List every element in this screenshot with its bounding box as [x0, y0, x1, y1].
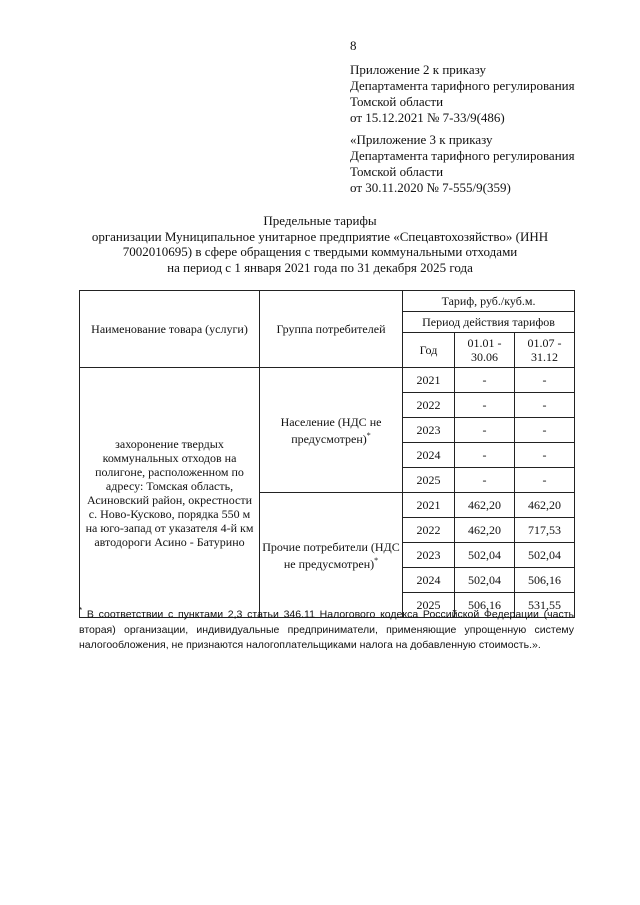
page-number: 8: [350, 38, 357, 53]
footnote-ref: *: [374, 555, 379, 565]
second-half-tariff-cell: -: [515, 393, 575, 418]
previous-attachment-header: [350, 132, 575, 196]
second-half-tariff-cell: 531,55: [515, 593, 575, 618]
service-name-cell: захоронение твердых коммунальных отходов на полигоне, расположенном по адресу: Томская область, Асиновский район, окрестности с. Ново-Кусково, порядка 550 м на юго-запад от указателя 4-й км автодороги Асино - Батурино: [80, 368, 260, 618]
attachment-line: Департамента тарифного регулирования: [350, 78, 575, 93]
second-half-tariff-cell: -: [515, 368, 575, 393]
consumer-group-name: Прочие потребители (НДС не предусмотрен): [262, 539, 400, 571]
title-line: организации Муниципальное унитарное предприятие «Спецавтохозяйство» (ИНН: [91, 228, 549, 244]
first-half-tariff-cell: 462,20: [455, 493, 515, 518]
attachment-line: «Приложение 3 к приказу: [350, 132, 493, 147]
attachment-line: от 15.12.2021 № 7-33/9(486): [350, 110, 505, 125]
header-first-half: 01.01 - 30.06: [455, 333, 515, 368]
year-cell: 2025: [403, 593, 455, 618]
first-half-tariff-cell: -: [455, 443, 515, 468]
first-half-tariff-cell: -: [455, 393, 515, 418]
year-cell: 2025: [403, 468, 455, 493]
first-half-tariff-cell: -: [455, 468, 515, 493]
first-half-tariff-cell: -: [455, 418, 515, 443]
footnote-ref: *: [366, 430, 371, 440]
header-group: Группа потребителей: [260, 291, 403, 368]
document-title: [60, 213, 580, 275]
attachment-line: Томской области: [350, 94, 444, 109]
year-cell: 2023: [403, 418, 455, 443]
second-half-tariff-cell: -: [515, 443, 575, 468]
tariff-table: [79, 290, 575, 618]
second-half-tariff-cell: 717,53: [515, 518, 575, 543]
second-half-tariff-cell: -: [515, 418, 575, 443]
second-half-tariff-cell: 462,20: [515, 493, 575, 518]
header-period: Период действия тарифов: [403, 312, 575, 333]
consumer-group-cell: [260, 368, 403, 493]
header-year: Год: [403, 333, 455, 368]
title-line: на период с 1 января 2021 года по 31 декабря 2025 года: [167, 259, 473, 275]
year-cell: 2023: [403, 543, 455, 568]
footnote: [79, 603, 574, 653]
attachment-line: Приложение 2 к приказу: [350, 62, 487, 77]
attachment-header: [350, 62, 575, 126]
attachment-line: от 30.11.2020 № 7-555/9(359): [350, 180, 511, 195]
second-half-tariff-cell: -: [515, 468, 575, 493]
first-half-tariff-cell: -: [455, 368, 515, 393]
header-tariff: Тариф, руб./куб.м.: [403, 291, 575, 312]
first-half-tariff-cell: 506,16: [455, 593, 515, 618]
second-half-tariff-cell: 502,04: [515, 543, 575, 568]
year-cell: 2022: [403, 518, 455, 543]
header-service: Наименование товара (услуги): [80, 291, 260, 368]
consumer-group-name: Население (НДС не предусмотрен): [280, 414, 382, 446]
year-cell: 2024: [403, 568, 455, 593]
first-half-tariff-cell: 502,04: [455, 543, 515, 568]
attachment-line: Томской области: [350, 164, 444, 179]
footnote-text: В соответствии с пунктами 2,3 статьи 346.11 Налогового кодекса Российской Федерации (часть вторая) организации, индивидуальные предприниматели, применяющие упрощенную систему налогообложения, не признаются налогоплательщиками налога на добавленную стоимость.».: [79, 608, 574, 651]
year-cell: 2024: [403, 443, 455, 468]
first-half-tariff-cell: 462,20: [455, 518, 515, 543]
first-half-tariff-cell: 502,04: [455, 568, 515, 593]
title-line: 7002010695) в сфере обращения с твердыми коммунальными отходами: [122, 244, 518, 259]
table-row: [80, 368, 575, 393]
footnote-mark: *: [79, 606, 83, 615]
attachment-line: Департамента тарифного регулирования: [350, 148, 575, 163]
year-cell: 2021: [403, 493, 455, 518]
year-cell: 2022: [403, 393, 455, 418]
header-second-half: 01.07 - 31.12: [515, 333, 575, 368]
year-cell: 2021: [403, 368, 455, 393]
consumer-group-cell: [260, 493, 403, 618]
title-line: Предельные тарифы: [263, 213, 377, 228]
second-half-tariff-cell: 506,16: [515, 568, 575, 593]
